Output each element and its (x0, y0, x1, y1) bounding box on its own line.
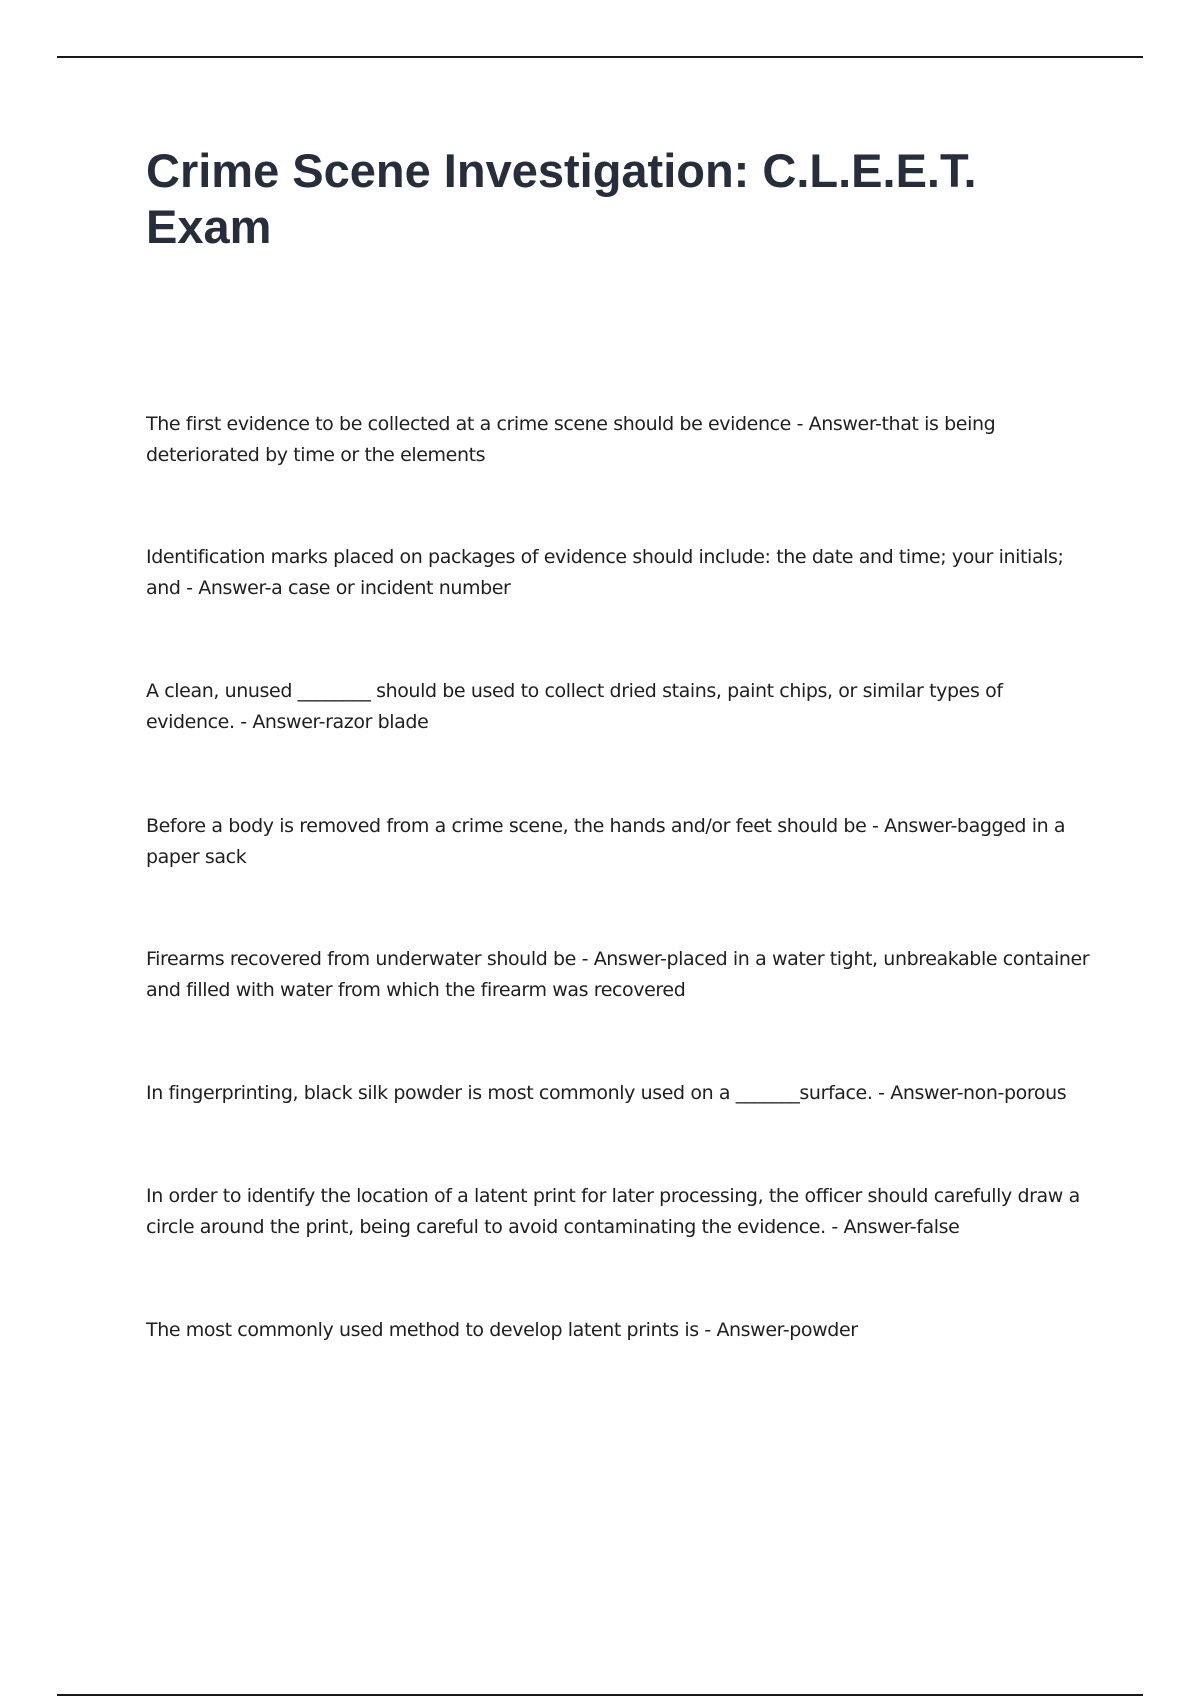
qa-item-2: Identification marks placed on packages of evidence should include: the date and time; your initials; and - Answer-a case or incident number (146, 546, 1064, 599)
top-divider (57, 56, 1143, 58)
qa-item-1: The first evidence to be collected at a crime scene should be evidence - Answer-that is being deteriorated by time or the elements (146, 413, 996, 466)
bottom-divider (57, 1694, 1143, 1696)
qa-item-5: Firearms recovered from underwater should be - Answer-placed in a water tight, unbreakable container and filled with water from which the firearm was recovered (146, 948, 1090, 1001)
page-title: Crime Scene Investigation: C.L.E.E.T. Exam (146, 144, 977, 253)
qa-item-3: A clean, unused ________ should be used to collect dried stains, paint chips, or similar types of evidence. - Answer-razor blade (146, 680, 1003, 733)
qa-item-8: The most commonly used method to develop latent prints is - Answer-powder (146, 1319, 858, 1341)
qa-item-7: In order to identify the location of a latent print for later processing, the officer should carefully draw a circle around the print, being careful to avoid contaminating the evidence. - Answer-false (146, 1185, 1080, 1238)
qa-item-4: Before a body is removed from a crime scene, the hands and/or feet should be - Answer-bagged in a paper sack (146, 815, 1066, 868)
qa-item-6: In fingerprinting, black silk powder is most commonly used on a _______surface. - Answer-non-porous (146, 1082, 1067, 1104)
